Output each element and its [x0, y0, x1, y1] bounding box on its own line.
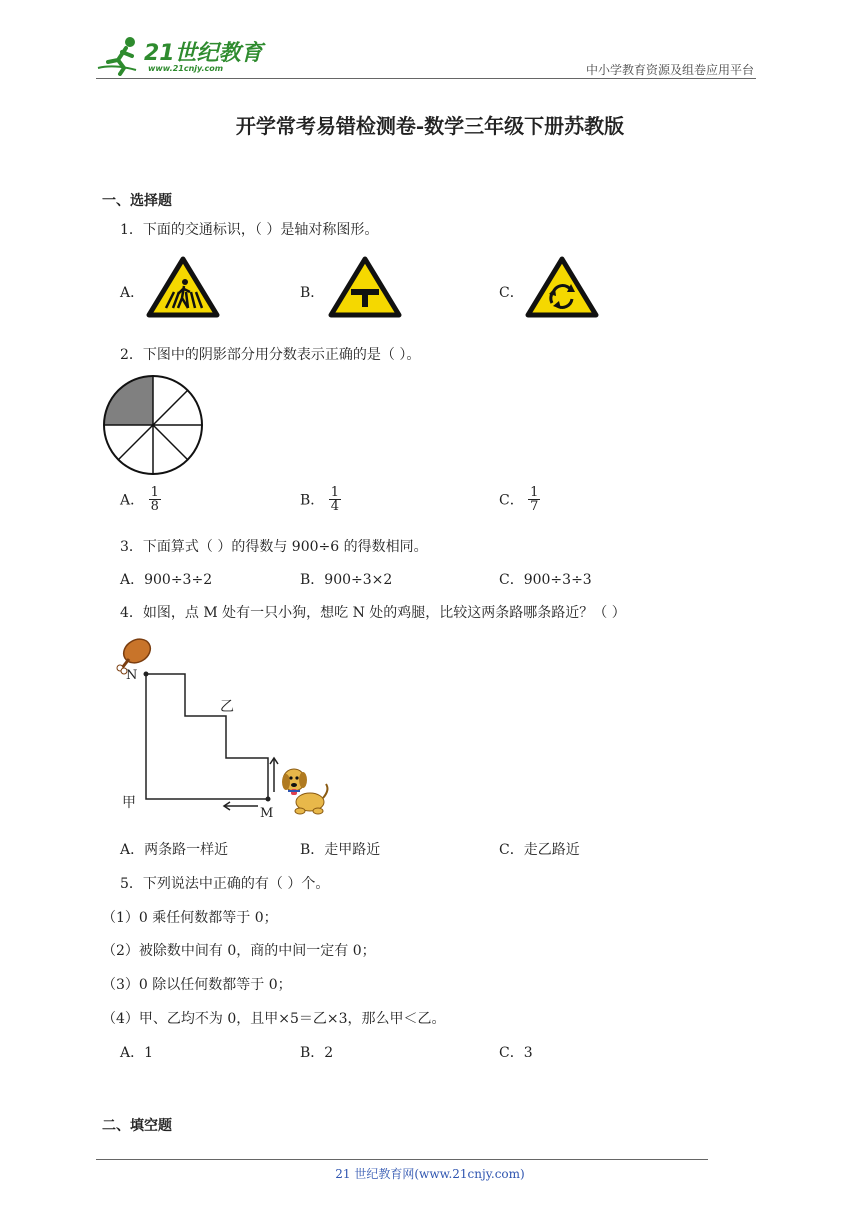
- section-heading-fill-in: 二、填空题: [102, 1118, 172, 1134]
- q3-option-b[interactable]: B．900÷3×2: [300, 572, 393, 588]
- q1-option-a-label[interactable]: A．: [120, 285, 145, 301]
- q4-option-a[interactable]: A．两条路一样近: [120, 842, 229, 858]
- q2-option-c-label: C．: [499, 492, 524, 509]
- page-title: 开学常考易错检测卷-数学三年级下册苏教版: [235, 114, 625, 138]
- q5-statement-3: （3）0 除以任何数都等于 0；: [102, 977, 292, 993]
- q2-option-b-fraction: [329, 486, 341, 513]
- pedestrian-crossing-sign-icon: [146, 256, 220, 318]
- question-2-text: 2．下图中的阴影部分用分数表示正确的是（ ）。: [120, 347, 421, 363]
- q3-option-a[interactable]: A．900÷3÷2: [120, 572, 213, 588]
- q5-statement-1: （1）0 乘任何数都等于 0；: [102, 910, 278, 926]
- question-4-text: 4．如图，点 M 处有一只小狗，想吃 N 处的鸡腿，比较这两条路哪条路近？（ ）: [120, 605, 626, 621]
- point-n-label: N: [126, 668, 138, 683]
- question-5-text: 5．下列说法中正确的有（ ）个。: [120, 876, 330, 892]
- q1-option-c-label[interactable]: C．: [499, 285, 524, 301]
- roundabout-sign-icon: [525, 256, 599, 318]
- q5-option-b[interactable]: B．2: [300, 1045, 334, 1061]
- q5-statement-4: （4）甲、乙均不为 0，且甲×5＝乙×3，那么甲＜乙。: [102, 1011, 446, 1027]
- fraction-numerator: 1: [150, 485, 159, 500]
- path-diagram: [110, 634, 340, 826]
- question-1-text: 1．下面的交通标识，（ ）是轴对称图形。: [120, 222, 379, 238]
- q2-option-c-fraction: [528, 486, 540, 513]
- point-m-label: M: [260, 806, 274, 821]
- section-heading-choice: 一、选择题: [102, 193, 172, 209]
- footer-rule: [96, 1159, 708, 1160]
- path-jia-label: 甲: [122, 795, 136, 811]
- fraction-denominator: 4: [330, 499, 340, 514]
- header-platform-text: 中小学教育资源及组卷应用平台: [585, 63, 754, 77]
- path-yi-label: 乙: [220, 699, 234, 715]
- logo-url: www.21cnjy.com: [148, 64, 224, 73]
- q2-option-c[interactable]: [499, 486, 540, 513]
- q4-option-b[interactable]: B．走甲路近: [300, 842, 381, 858]
- q2-option-a-label: A．: [120, 492, 145, 509]
- q2-option-b[interactable]: [300, 486, 341, 513]
- footer-text[interactable]: 21 世纪教育网(www.21cnjy.com): [335, 1167, 525, 1181]
- q2-option-b-label: B．: [300, 492, 325, 509]
- q4-option-c[interactable]: C．走乙路近: [499, 842, 580, 858]
- fraction-numerator: 1: [330, 485, 340, 500]
- question-3-text: 3．下面算式（ ）的得数与 900÷6 的得数相同。: [120, 539, 428, 555]
- shaded-circle-figure: [102, 374, 204, 476]
- fraction-denominator: 7: [530, 499, 539, 514]
- runner-logo-icon: [96, 34, 144, 76]
- fraction-denominator: 8: [150, 499, 159, 514]
- header-rule: [96, 78, 756, 79]
- q5-statement-2: （2）被除数中间有 0，商的中间一定有 0；: [102, 943, 376, 959]
- fraction-numerator: 1: [530, 485, 539, 500]
- logo-text: 21世纪教育: [144, 41, 263, 66]
- dog-icon: [282, 769, 327, 814]
- q5-option-a[interactable]: A．1: [120, 1045, 154, 1061]
- q3-option-c[interactable]: C．900÷3÷3: [499, 572, 592, 588]
- t-junction-sign-icon: [328, 256, 402, 318]
- q2-option-a-fraction: [149, 486, 161, 513]
- site-logo: [96, 34, 266, 78]
- q1-option-b-label[interactable]: B．: [300, 285, 325, 301]
- q2-option-a[interactable]: [120, 486, 161, 513]
- path-figure: [110, 634, 340, 826]
- q5-option-c[interactable]: C．3: [499, 1045, 533, 1061]
